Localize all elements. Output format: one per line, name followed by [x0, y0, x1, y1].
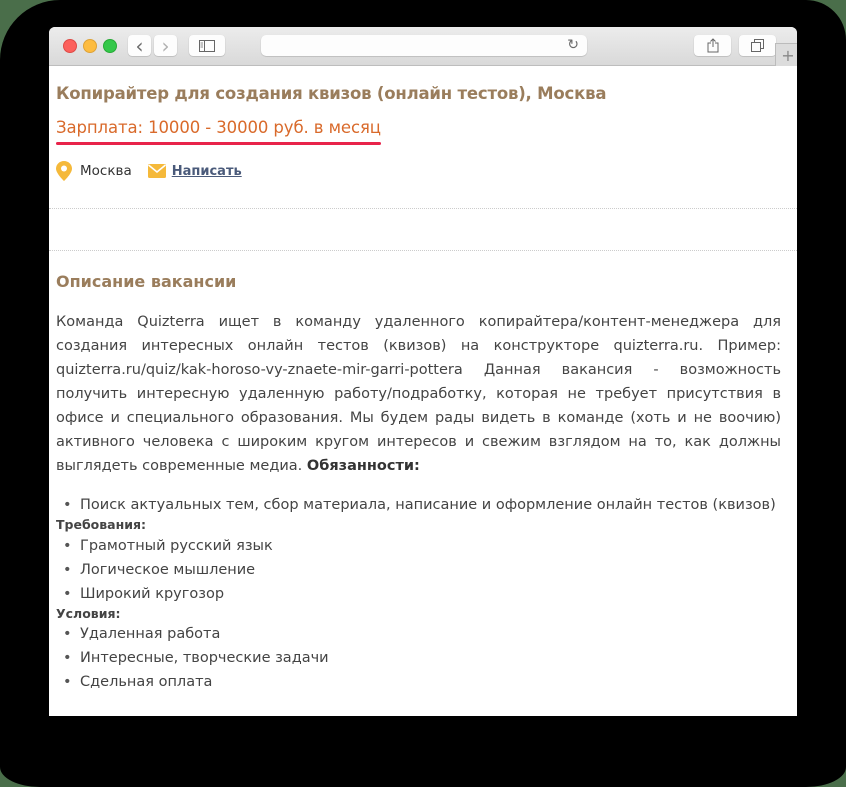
forward-icon: ›	[161, 33, 170, 58]
list-item: • Логическое мышление	[56, 558, 273, 582]
sidebar-icon	[199, 40, 215, 52]
browser-window	[49, 27, 797, 716]
share-button[interactable]	[694, 35, 731, 56]
duties-label: Обязанности:	[306, 458, 420, 474]
share-icon	[707, 38, 719, 53]
job-title: Копирайтер для создания квизов (онлайн тестов), Москва	[56, 84, 607, 103]
divider	[49, 250, 797, 251]
page-content	[49, 66, 797, 716]
list-item: • Широкий кругозор	[56, 582, 273, 606]
zoom-window-button[interactable]	[103, 39, 117, 53]
plus-icon: +	[781, 45, 795, 65]
address-bar[interactable]	[261, 35, 587, 56]
back-button[interactable]	[128, 35, 151, 56]
list-item: • Удаленная работа	[56, 622, 329, 646]
location-text: Москва	[80, 163, 132, 179]
list-item: • Сдельная оплата	[56, 670, 329, 694]
list-item: • Поиск актуальных тем, сбор материала, написание и оформление онлайн тестов (квизов)	[56, 493, 776, 517]
new-tab-button[interactable]	[775, 43, 797, 66]
description-body: Команда Quizterra ищет в команду удаленного копирайтера/контент-менеджера для создания интересных онлайн тестов (квизов) на конструкторе quizterra.ru. Пример: quizterra.ru/quiz/kak-horoso-vy-znaete-mir-garri-pottera Данная вакансия - возможность получить интересную удаленную работу/подработку, которая не требует присутствия в офисе и специального образования. Мы будем рады видеть в команде (хоть и не воочию) активного человека с широким кругом интересов и свежим взглядом на то, как должны выглядеть современные медиа.	[56, 314, 781, 474]
desktop-corner	[806, 0, 846, 40]
show-tabs-button[interactable]	[739, 35, 776, 56]
requirements-list	[56, 534, 273, 606]
location-pin-icon	[56, 161, 72, 181]
duties-list	[56, 493, 776, 517]
job-meta	[56, 161, 242, 181]
divider	[49, 208, 797, 209]
back-icon: ‹	[135, 33, 144, 58]
salary: Зарплата: 10000 - 30000 руб. в месяц	[56, 118, 381, 137]
desktop-corner	[806, 767, 846, 787]
salary-highlight-underline	[56, 142, 381, 145]
conditions-label: Условия:	[56, 606, 121, 621]
description-text	[56, 310, 781, 478]
description-heading: Описание вакансии	[56, 272, 237, 291]
tabs-icon	[751, 39, 764, 52]
list-item: • Интересные, творческие задачи	[56, 646, 329, 670]
reload-icon[interactable]: ↻	[567, 37, 579, 53]
sidebar-toggle-button[interactable]	[189, 35, 225, 56]
browser-toolbar	[49, 27, 797, 66]
list-item: • Грамотный русский язык	[56, 534, 273, 558]
write-message-link[interactable]: Написать	[171, 163, 242, 179]
requirements-label: Требования:	[56, 517, 147, 532]
desktop-corner	[0, 767, 40, 787]
close-window-button[interactable]	[63, 39, 77, 53]
minimize-window-button[interactable]	[83, 39, 97, 53]
forward-button[interactable]	[154, 35, 177, 56]
mail-icon	[148, 164, 166, 178]
conditions-list	[56, 622, 329, 694]
